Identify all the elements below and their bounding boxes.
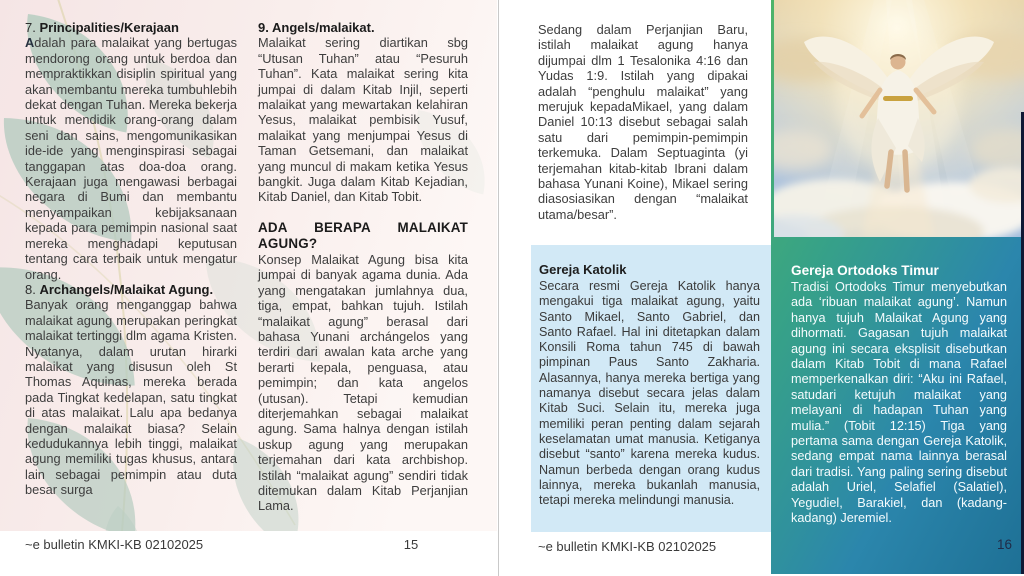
section9-heading	[258, 20, 468, 35]
page15-column-1	[25, 20, 237, 498]
section8-number: 8.	[25, 281, 40, 297]
page15-footer: ~e bulletin KMKI-KB 02102025	[25, 537, 204, 552]
spacer	[258, 205, 468, 220]
page15-number: 15	[403, 537, 419, 552]
question-heading: ADA BERAPA MALAIKAT AGUNG?	[258, 219, 468, 251]
page-divider-line	[498, 0, 499, 576]
page16-footer: ~e bulletin KMKI-KB 02102025	[538, 539, 717, 554]
page16-intro-paragraph: Sedang dalam Perjanjian Baru, istilah malaikat agung hanya dijumpai dlm 1 Tesalonika 4:16 dan Yudas 1:9. Istilah yang dipakai adalah “penghulu malaikat” yang merujuk kepadaMikael, yang dalam Daniel 10:13 disebut sebagai salah satu dari pemimpin-pemimpin terkemuka. Dalam Septuaginta (yi terjemahan kitab-kitab Ibrani dalam bahasa Yunani Koine), Mikael sering diasosiasikan dengan “malaikat utama/besar”.	[538, 22, 748, 222]
section7-number: 7.	[25, 20, 40, 35]
section7-heading	[25, 20, 237, 35]
gereja-ortodoks-body: Tradisi Ortodoks Timur menyebutkan ada ‘ribuan malaikat agung’. Namun hanya tujuh Malaikat Agung yang dihormati. Gagasan tujuh malaikat agung ini secara eksplisit disebutkan dalam Kitab Tobit di mana Rafael memperkenalkan diri: “Aku ini Rafael, satudari ketujuh malaikat yang melayani di hadapan Tuhan yang mulia.” (Tobit 12:15) Tiga yang pertama sama dengan Gereja Katolik, sedang empat nama lainnya berasal dari tradisi. Yang paling sering disebut adalah Uriel, Selafiel (Salatiel), Yegudiel, Barakiel, dan (kadang-kadang) Jeremiel.	[791, 280, 1007, 526]
angel-in-clouds-illustration	[774, 0, 1024, 237]
page15-column-2	[258, 20, 468, 514]
section8-heading	[25, 282, 237, 297]
gereja-katolik-box	[531, 245, 771, 532]
gereja-katolik-title: Gereja Katolik	[539, 262, 627, 277]
gereja-ortodoks-box	[771, 237, 1024, 574]
section8-paragraph: Banyak orang menganggap bahwa malaikat agung merupakan peringkat malaikat tertinggi dlm agama Kristen. Nyatanya, dalam urutan hirarki malaikat yang disusun oleh St Thomas Aquinas, mereka berada pada Tingkat kedelapan, satu tingkat di atas malaikat. Lalu apa bedanya dengan malaikat biasa? Selain kedudukannya lebih tinggi, malaikat agung memiliki tugas khusus, antara lain sebagai pemimpin atau duta besar surga	[25, 297, 237, 498]
gereja-katolik-body: Secara resmi Gereja Katolik hanya mengakui tiga malaikat agung, yaitu Santo Mikael, Santo Gabriel, dan Santo Rafael. Hal ini ditetapkan dalam Konsili Roma tahun 745 di bawah pimpinan Paus Santo Zakharia. Alasannya, hanya mereka bertiga yang namanya disebut secara jelas dalam Kitab Suci. Selain itu, mereka juga memiliki peran penting dalam sejarah keselamatan umat manusia. Ketiganya disebut “santo” karena mereka kudus. Namun berbeda dengan orang kudus lainnya, mereka bukanlah manusia, tetapi mereka melindungi manusia.	[539, 279, 760, 508]
section7-title: Principalities/Kerajaan	[39, 20, 179, 35]
section9-title: Angels/malaikat.	[271, 20, 375, 35]
angel-image	[774, 0, 1024, 237]
section8-title: Archangels/Malaikat Agung.	[39, 281, 214, 297]
section9-paragraph: Malaikat sering diartikan sbg “Utusan Tuhan” atau “Pesuruh Tuhan”. Kata malaikat sering kita jumpai di dalam Kitab Injil, seperti malaikat yang mewartakan kelahiran Yesus, malaikat pembisik Yusuf, malaikat yang menjumpai Yesus di Taman Getsemani, dan malaikat yang muncul di makam ketika Yesus bangkit. Juga dalam Kitab Kejadian, Kitab Daniel, dan Kitab Tobit.	[258, 35, 468, 205]
page16-number: 16	[996, 537, 1012, 552]
section9-number: 9.	[258, 20, 272, 35]
section7-paragraph: Adalah para malaikat yang bertugas mendorong orang untuk berdoa dan mempraktikkan disiplin spiritual yang akan membantu mereka tumbuhlebih dekat dengan Tuhan. Mereka bekerja untuk mendidik orang-orang dalam seni dan sains, mengomunikasikan ide-ide yang menginspirasi sebagai tanggapan atas doa-doa orang. Kerajaan juga mengawasi berbagai negara di Bumi dan membantu menyampaikan kebijaksanaan kepada para pemimpin nasional saat mereka menghadapi keputusan tentang cara terbaik untuk mengatur orang.	[25, 35, 238, 282]
page16-column	[538, 22, 748, 222]
question-paragraph: Konsep Malaikat Agung bisa kita jumpai di banyak agama dunia. Ada yang mengatakan jumlahnya dua, tiga, empat, bahkan tujuh. Istilah “malaikat agung” berasal dari bahasa Yunani archángelos yang terdiri dari awalan kata arche yang berarti kepala, penguasa, atau pemimpin; dan kata angelos (utusan). Tetapi kemudian diterjemahkan sebagai malaikat agung. Sama halnya dengan istilah uskup agung yang merupakan terjemahan dari kata archbishop. Istilah “malaikat agung” sendiri tidak ditemukan dalam Kitab Perjanjian Lama.	[258, 251, 468, 514]
gereja-ortodoks-title: Gereja Ortodoks Timur	[791, 263, 939, 278]
